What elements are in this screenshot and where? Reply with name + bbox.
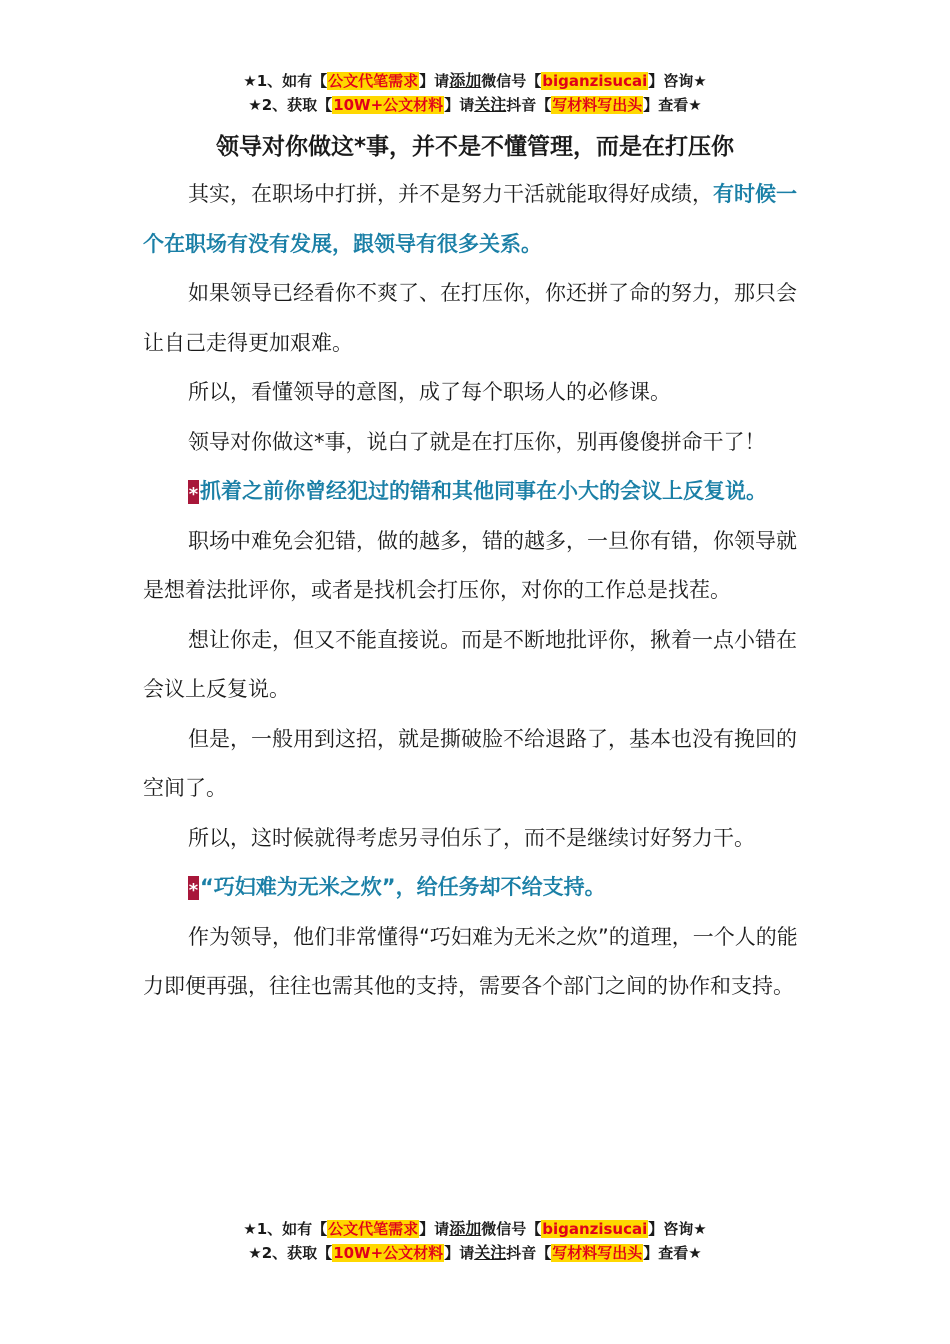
section-heading-text: “巧妇难为无米之炊”，给任务却不给支持。 <box>200 875 606 899</box>
section-heading <box>143 467 813 517</box>
promo-emphasis: 关注 <box>474 95 507 114</box>
promo-highlight: 10W+公文材料 <box>333 1244 444 1262</box>
promo-text: 】请 <box>444 1244 475 1262</box>
promo-highlight: 10W+公文材料 <box>333 96 444 114</box>
wechat-id: biganzisucai <box>542 72 648 90</box>
promo-emphasis: 添加 <box>449 1219 482 1238</box>
promo-text: 】请 <box>444 96 475 114</box>
article-body <box>143 170 813 1012</box>
paragraph-emphasis: 有时候一个在职场有没有发展，跟领导有很多关系。 <box>143 182 797 256</box>
paragraph: 想让你走，但又不能直接说。而是不断地批评你，揪着一点小错在会议上反复说。 <box>143 627 797 701</box>
article-title: 领导对你做这*事，并不是不懂管理，而是在打压你 <box>215 134 735 160</box>
paragraph-text: 其实，在职场中打拼，并不是努力干活就能取得好成绩， <box>188 182 713 206</box>
promo-line-2 <box>0 93 950 117</box>
promo-text: ★1、如有【 <box>243 72 328 90</box>
promo-text: 】查看★ <box>643 96 702 114</box>
douyin-account: 写材料写出头 <box>552 1244 643 1262</box>
promo-emphasis: 关注 <box>474 1243 507 1262</box>
star-marker-icon: * <box>188 876 199 900</box>
paragraph: 作为领导，他们非常懂得“巧妇难为无米之炊”的道理，一个人的能力即便再强，往往也需其他的支持，需要各个部门之间的协作和支持。 <box>143 924 798 998</box>
promo-text: ★2、获取【 <box>248 1244 333 1262</box>
douyin-account: 写材料写出头 <box>552 96 643 114</box>
promo-text: 】请 <box>419 72 450 90</box>
promo-text: ★2、获取【 <box>248 96 333 114</box>
paragraph: 职场中难免会犯错，做的越多，错的越多，一旦你有错，你领导就是想着法批评你，或者是找机会打压你，对你的工作总是找茬。 <box>143 528 797 602</box>
section-heading-text: 抓着之前你曾经犯过的错和其他同事在小大的会议上反复说。 <box>200 479 767 503</box>
promo-text: 微信号【 <box>481 72 542 90</box>
promo-line-1 <box>0 69 950 93</box>
promo-line-1-footer <box>0 1217 950 1241</box>
promo-highlight: 公文代笔需求 <box>328 1220 419 1238</box>
promo-text: 微信号【 <box>481 1220 542 1238</box>
paragraph: 如果领导已经看你不爽了、在打压你，你还拼了命的努力，那只会让自己走得更加艰难。 <box>143 281 797 355</box>
promo-text: 抖音【 <box>506 1244 552 1262</box>
paragraph <box>143 170 813 269</box>
paragraph: 所以，看懂领导的意图，成了每个职场人的必修课。 <box>188 380 671 404</box>
promo-highlight: 公文代笔需求 <box>328 72 419 90</box>
promo-text: ★1、如有【 <box>243 1220 328 1238</box>
promo-emphasis: 添加 <box>449 71 482 90</box>
section-heading <box>143 863 813 913</box>
promo-text: 】查看★ <box>643 1244 702 1262</box>
star-marker-icon: * <box>188 480 199 504</box>
promo-text: 抖音【 <box>506 96 552 114</box>
paragraph: 所以，这时候就得考虑另寻伯乐了，而不是继续讨好努力干。 <box>188 825 755 850</box>
paragraph: 领导对你做这*事，说白了就是在打压你，别再傻傻拼命干了！ <box>188 429 766 454</box>
paragraph: 但是，一般用到这招，就是撕破脸不给退路了，基本也没有挽回的空间了。 <box>143 726 797 800</box>
promo-text: 】请 <box>419 1220 450 1238</box>
promo-text: 】咨询★ <box>648 1220 707 1238</box>
promo-line-2-footer <box>0 1241 950 1265</box>
promo-text: 】咨询★ <box>648 72 707 90</box>
wechat-id: biganzisucai <box>542 1220 648 1238</box>
